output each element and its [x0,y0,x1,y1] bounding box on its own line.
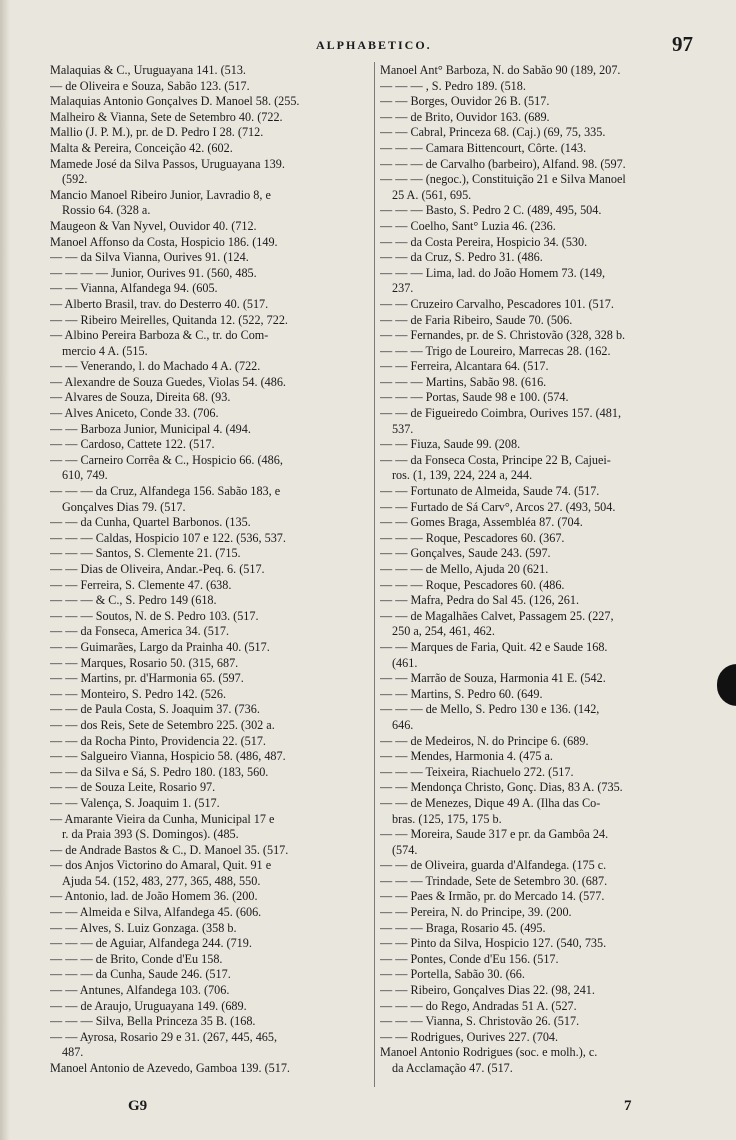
directory-entry: — — — do Rego, Andradas 51 A. (527. [380,998,577,1013]
directory-entry: Malheiro & Vianna, Sete de Setembro 40. (722. [50,109,283,124]
directory-entry: — — Ferreira, Alcantara 64. (517. [380,359,549,374]
directory-entry: — — Venerando, l. do Machado 4 A. (722. [50,359,261,374]
directory-entry: — — Carneiro Corrêa & C., Hospicio 66. (486, [50,452,283,467]
directory-entry: — — da Fonseca, America 34. (517. [50,624,230,639]
directory-entry: — — — de Aguiar, Alfandega 244. (719. [50,936,252,951]
directory-entry: — — — Basto, S. Pedro 2 C. (489, 495, 504. [380,203,602,218]
entry-continuation-line: 646. [392,717,414,732]
directory-entry: — de Oliveira e Souza, Sabão 123. (517. [50,78,250,93]
directory-entry: — — da Cunha, Quartel Barbonos. (135. [50,515,251,530]
directory-entry: — Alexandre de Souza Guedes, Violas 54. (486. [50,374,286,389]
directory-entry: Mancio Manoel Ribeiro Junior, Lavradio 8, e [50,187,271,202]
running-title: ALPHABETICO. [316,38,432,52]
directory-entry: — — — de Carvalho (barbeiro), Alfand. 98. (597. [380,156,626,171]
directory-entry: — — Pontes, Conde d'Eu 156. (517. [380,951,559,966]
directory-entry: — Antonio, lad. de João Homem 36. (200. [50,889,258,904]
directory-entry: — — Cruzeiro Carvalho, Pescadores 101. (517. [380,296,614,311]
directory-entry: — — Antunes, Alfandega 103. (706. [50,983,230,998]
sheet-number: 7 [624,1098,632,1114]
directory-entry: — — — da Cunha, Saude 246. (517. [50,967,231,982]
directory-entry: — — Ribeiro, Gonçalves Dias 22. (98, 241. [380,983,595,998]
directory-entry: — — Moreira, Saude 317 e pr. da Gambôa 24. [380,827,609,842]
entry-continuation-line: r. da Praia 393 (S. Domingos). (485. [62,827,239,842]
left-column [50,63,372,1077]
directory-entry: — — Pinto da Silva, Hospicio 127. (540, 735. [380,936,607,951]
directory-entry: — — da Fonseca Costa, Principe 22 B, Cajuei- [380,452,611,467]
column-divider [374,62,375,1087]
directory-entry: — — de Souza Leite, Rosario 97. [50,780,216,795]
directory-entry: — — — (negoc.), Constituição 21 e Silva Manoel [380,172,626,187]
directory-entry: — — Fiuza, Saude 99. (208. [380,437,521,452]
directory-entry: — — — Martins, Sabão 98. (616. [380,374,547,389]
page-number: 97 [672,32,693,56]
directory-entry: Manoel Antonio Rodrigues (soc. e molh.), c. [380,1045,598,1060]
directory-entry: — — Ribeiro Meirelles, Quitanda 12. (522, 722. [50,312,288,327]
directory-entry: Malta & Pereira, Conceição 42. (602. [50,140,233,155]
directory-entry: — — — Santos, S. Clemente 21. (715. [50,546,241,561]
directory-entry: — — da Silva Vianna, Ourives 91. (124. [50,250,249,265]
directory-entry: — — — Trigo de Loureiro, Marrecas 28. (162. [380,343,611,358]
entry-continuation-line: 250 a, 254, 461, 462. [392,624,495,639]
directory-entry: — — Borges, Ouvidor 26 B. (517. [380,94,550,109]
entry-continuation-line: 487. [62,1045,84,1060]
directory-entry: — — — Teixeira, Riachuelo 272. (517. [380,764,574,779]
directory-entry: — — Guimarães, Largo da Prainha 40. (517. [50,639,270,654]
right-column [380,63,706,1077]
directory-entry: — — Pereira, N. do Principe, 39. (200. [380,905,572,920]
directory-entry: — — Martins, pr. d'Harmonia 65. (597. [50,671,244,686]
entry-continuation-line: (461. [392,655,418,670]
entry-continuation-line: 25 A. (561, 695. [392,187,472,202]
directory-entry: — — — da Cruz, Alfandega 156. Sabão 183, e [50,484,281,499]
entry-continuation-line: 237. [392,281,414,296]
directory-entry: — — de Medeiros, N. do Principe 6. (689. [380,733,589,748]
entry-continuation-line: (592. [62,172,88,187]
directory-entry: — — Fortunato de Almeida, Saude 74. (517. [380,484,600,499]
directory-entry: — — — Camara Bittencourt, Côrte. (143. [380,140,587,155]
directory-entry: — — Gonçalves, Saude 243. (597. [380,546,551,561]
directory-entry: — Alvares de Souza, Direita 68. (93. [50,390,231,405]
directory-entry: — — Alves, S. Luiz Gonzaga. (358 b. [50,920,237,935]
directory-entry: — — — de Mello, Ajuda 20 (621. [380,562,549,576]
directory-entry: — — da Silva e Sá, S. Pedro 180. (183, 560. [50,764,269,779]
directory-entry: Malaquias & C., Uruguayana 141. (513. [50,63,246,77]
entry-continuation-line: bras. (125, 175, 175 b. [392,811,502,826]
directory-entry: — — — Roque, Pescadores 60. (486. [380,577,565,592]
directory-entry: — — — Caldas, Hospicio 107 e 122. (536, 537. [50,530,286,545]
directory-entry: — — de Faria Ribeiro, Saude 70. (506. [380,312,573,327]
directory-entry: — — Rodrigues, Ourives 227. (704. [380,1029,559,1044]
directory-entry: — — — Lima, lad. do João Homem 73. (149, [380,265,606,280]
directory-entry: — — — de Brito, Conde d'Eu 158. [50,951,223,966]
directory-entry: — Alberto Brasil, trav. do Desterro 40. (517. [50,296,269,311]
directory-entry: — — Cabral, Princeza 68. (Caj.) (69, 75, 335. [380,125,606,140]
directory-entry: — — Vianna, Alfandega 94. (605. [50,281,218,296]
directory-entry: — — da Rocha Pinto, Providencia 22. (517. [50,733,266,748]
directory-entry: — — Mendonça Christo, Gonç. Dias, 83 A. (735. [380,780,623,795]
entry-continuation-line: mercio 4 A. (515. [62,343,148,358]
directory-entry: — — Salgueiro Vianna, Hospicio 58. (486, 487. [50,749,286,764]
directory-entry: — — — & C., S. Pedro 149 (618. [50,593,217,608]
directory-entry: — Albino Pereira Barboza & C., tr. do Com- [50,328,269,343]
directory-entry: — — Fernandes, pr. de S. Christovão (328, 328 b. [380,328,626,343]
page-header [0,32,736,58]
directory-entry: Malaquias Antonio Gonçalves D. Manoel 58. (255. [50,94,300,109]
directory-entry: — — — Roque, Pescadores 60. (367. [380,530,565,545]
directory-entry: — dos Anjos Victorino do Amaral, Quit. 91 e [50,858,272,873]
directory-entry: — — Gomes Braga, Assembléa 87. (704. [380,515,583,530]
directory-entry: — — de Menezes, Dique 49 A. (Ilha das Co- [380,795,601,810]
directory-entry: — — — Silva, Bella Princeza 35 B. (168. [50,1014,256,1029]
directory-entry: — — — Trindade, Sete de Setembro 30. (687. [380,873,608,888]
directory-entry: — — Barboza Junior, Municipal 4. (494. [50,421,251,436]
entry-continuation-line: 537. [392,421,414,436]
directory-entry: — — Cardoso, Cattete 122. (517. [50,437,215,452]
binding-hole-mark [717,664,736,706]
directory-entry: Manoel Antonio de Azevedo, Gamboa 139. (517. [50,1061,290,1075]
directory-entry: — — Mafra, Pedra do Sal 45. (126, 261. [380,593,580,608]
directory-entry: — — de Figueiredo Coimbra, Ourives 157. (481, [380,406,622,421]
directory-entry: — — — Portas, Saude 98 e 100. (574. [380,390,569,405]
directory-entry: Manoel Ant° Barboza, N. do Sabão 90 (189, 207. [380,63,621,77]
entry-continuation-line: da Acclamação 47. (517. [392,1061,513,1075]
entry-continuation-line: ros. (1, 139, 224, 224 a, 244. [392,468,533,483]
directory-entry: — — de Oliveira, guarda d'Alfandega. (175 c. [380,858,607,873]
directory-entry: — Amarante Vieira da Cunha, Municipal 17 e [50,811,275,826]
directory-entry: — — — de Mello, S. Pedro 130 e 136. (142, [380,702,600,717]
directory-entry: — — — Vianna, S. Christovão 26. (517. [380,1014,580,1029]
directory-entry: — Alves Aniceto, Conde 33. (706. [50,406,219,421]
entry-continuation-line: Gonçalves Dias 79. (517. [62,499,186,514]
directory-entry: — — da Costa Pereira, Hospicio 34. (530. [380,234,588,249]
directory-entry: Manoel Affonso da Costa, Hospicio 186. (149. [50,234,278,249]
directory-entry: — — — Braga, Rosario 45. (495. [380,920,546,935]
directory-entry: — de Andrade Bastos & C., D. Manoel 35. (517. [50,842,289,857]
directory-entry: — — Paes & Irmão, pr. do Mercado 14. (577. [380,889,605,904]
directory-entry: — — — Soutos, N. de S. Pedro 103. (517. [50,608,259,623]
directory-entry: — — de Araujo, Uruguayana 149. (689. [50,998,247,1013]
entry-continuation-line: Ajuda 54. (152, 483, 277, 365, 488, 550. [62,873,261,888]
directory-entry: — — Coelho, Sant° Luzia 46. (236. [380,218,556,233]
entry-continuation-line: 610, 749. [62,468,108,483]
directory-entry: — — da Cruz, S. Pedro 31. (486. [380,250,543,265]
directory-entry: — — Furtado de Sá Carv°, Arcos 27. (493, 504. [380,499,616,514]
directory-entry: Maugeon & Van Nyvel, Ouvidor 40. (712. [50,218,257,233]
directory-entry: — — Monteiro, S. Pedro 142. (526. [50,686,227,701]
directory-entry: — — Marques, Rosario 50. (315, 687. [50,655,239,670]
directory-entry: Mallio (J. P. M.), pr. de D. Pedro I 28. (712. [50,125,264,140]
directory-entry: — — Valença, S. Joaquim 1. (517. [50,795,220,810]
directory-entry: — — dos Reis, Sete de Setembro 225. (302 a. [50,717,275,732]
directory-entry: — — Almeida e Silva, Alfandega 45. (606. [50,905,262,920]
directory-entry: — — — , S. Pedro 189. (518. [380,78,526,93]
page-footer [0,1098,736,1122]
directory-entry: — — de Magalhães Calvet, Passagem 25. (227, [380,608,614,623]
directory-entry: — — Marrão de Souza, Harmonia 41 E. (542. [380,671,606,686]
directory-entry: — — Portella, Sabão 30. (66. [380,967,525,982]
directory-entry: — — Marques de Faria, Quit. 42 e Saude 168. [380,639,608,654]
directory-entry: — — — — Junior, Ourives 91. (560, 485. [50,265,257,280]
entry-continuation-line: (574. [392,842,418,857]
signature-mark: G9 [128,1098,148,1114]
directory-entry: — — Dias de Oliveira, Andar.-Peq. 6. (517. [50,562,265,576]
directory-entry: — — Ayrosa, Rosario 29 e 31. (267, 445, 465, [50,1029,278,1044]
directory-entry: — — de Paula Costa, S. Joaquim 37. (736. [50,702,260,717]
directory-entry: Mamede José da Silva Passos, Uruguayana 139. [50,156,285,171]
directory-entry: — — Martins, S. Pedro 60. (649. [380,686,543,701]
entry-continuation-line: Rossio 64. (328 a. [62,203,151,218]
directory-entry: — — de Brito, Ouvidor 163. (689. [380,109,550,124]
directory-entry: — — Mendes, Harmonia 4. (475 a. [380,749,553,764]
page-edge-shadow [0,0,10,1140]
directory-entry: — — Ferreira, S. Clemente 47. (638. [50,577,232,592]
